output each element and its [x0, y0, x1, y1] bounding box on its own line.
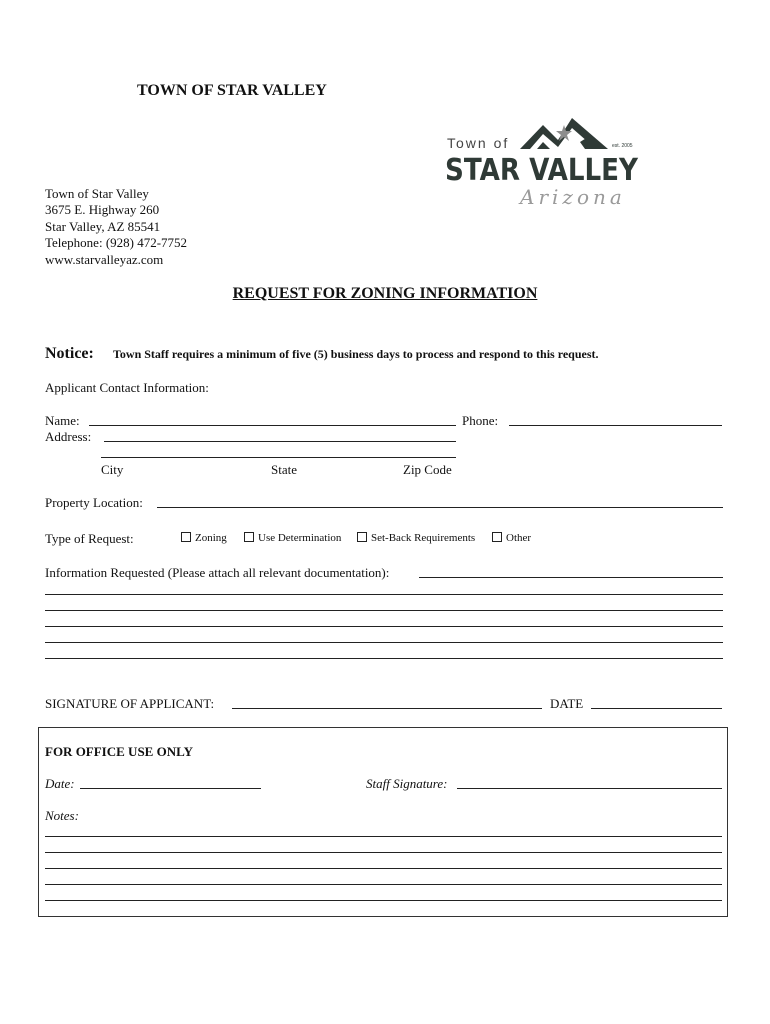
address-field[interactable]	[104, 441, 456, 442]
notes-line[interactable]	[45, 884, 722, 885]
info-requested-field[interactable]	[419, 577, 723, 578]
other-option[interactable]	[492, 532, 531, 544]
notes-line[interactable]	[45, 868, 722, 869]
form-title: REQUEST FOR ZONING INFORMATION	[232, 285, 538, 302]
notice-text: Town Staff requires a minimum of five (5) business days to process and respond to this request.	[113, 347, 599, 361]
signature-label: SIGNATURE OF APPLICANT:	[45, 696, 215, 711]
notes-label: Notes:	[45, 808, 79, 823]
notes-line[interactable]	[45, 852, 722, 853]
office-date-label: Date:	[45, 776, 75, 791]
address-line: Telephone: (928) 472-7752	[45, 235, 188, 251]
signature-field[interactable]	[232, 708, 542, 709]
info-requested-line[interactable]	[45, 626, 723, 627]
zoning-option[interactable]	[181, 532, 227, 544]
logo-name: STAR VALLEY	[445, 153, 640, 188]
phone-field[interactable]	[509, 425, 722, 426]
other-checkbox[interactable]	[492, 532, 502, 542]
address-line2-field[interactable]	[101, 457, 456, 458]
address-line: www.starvalleyaz.com	[45, 251, 164, 267]
setback-label: Set-Back Requirements	[371, 532, 476, 544]
address-line: Town of Star Valley	[45, 186, 149, 201]
logo-town-of: Town of	[447, 135, 510, 151]
other-label: Other	[506, 532, 532, 544]
page-header-title: TOWN OF STAR VALLEY	[137, 82, 327, 99]
city-label: City	[101, 462, 124, 477]
town-logo	[440, 112, 645, 217]
address-line: Star Valley, AZ 85541	[45, 218, 161, 234]
office-date-field[interactable]	[80, 788, 261, 789]
info-requested-line[interactable]	[45, 610, 723, 611]
state-label: State	[271, 462, 297, 477]
use-determination-label: Use Determination	[258, 532, 342, 544]
property-location-label: Property Location:	[45, 495, 143, 510]
request-type-label: Type of Request:	[45, 531, 134, 546]
zoning-checkbox[interactable]	[181, 532, 191, 542]
setback-option[interactable]	[357, 532, 475, 544]
use-determination-option[interactable]	[244, 532, 341, 544]
contact-heading: Applicant Contact Information:	[45, 380, 209, 395]
logo-script: Arizona	[520, 185, 626, 209]
date-field[interactable]	[591, 708, 722, 709]
date-label: DATE	[550, 696, 584, 711]
address-block	[45, 186, 187, 268]
logo-est: est. 2005	[612, 143, 633, 149]
property-location-field[interactable]	[157, 507, 723, 508]
info-requested-label: Information Requested (Please attach all relevant documentation):	[45, 565, 390, 580]
zip-label: Zip Code	[403, 462, 452, 477]
office-heading: FOR OFFICE USE ONLY	[45, 744, 193, 759]
mountain-logo-icon	[440, 112, 645, 217]
zoning-label: Zoning	[195, 532, 227, 544]
name-field[interactable]	[89, 425, 456, 426]
name-label: Name:	[45, 413, 80, 428]
info-requested-line[interactable]	[45, 642, 723, 643]
staff-signature-label: Staff Signature:	[366, 776, 448, 791]
info-requested-line[interactable]	[45, 594, 723, 595]
phone-label: Phone:	[462, 413, 499, 428]
address-line: 3675 E. Highway 260	[45, 202, 160, 218]
notes-line[interactable]	[45, 900, 722, 901]
info-requested-line[interactable]	[45, 658, 723, 659]
staff-signature-field[interactable]	[457, 788, 722, 789]
setback-checkbox[interactable]	[357, 532, 367, 542]
use-determination-checkbox[interactable]	[244, 532, 254, 542]
address-label: Address:	[45, 429, 92, 444]
notes-line[interactable]	[45, 836, 722, 837]
notice-label: Notice:	[45, 345, 94, 362]
